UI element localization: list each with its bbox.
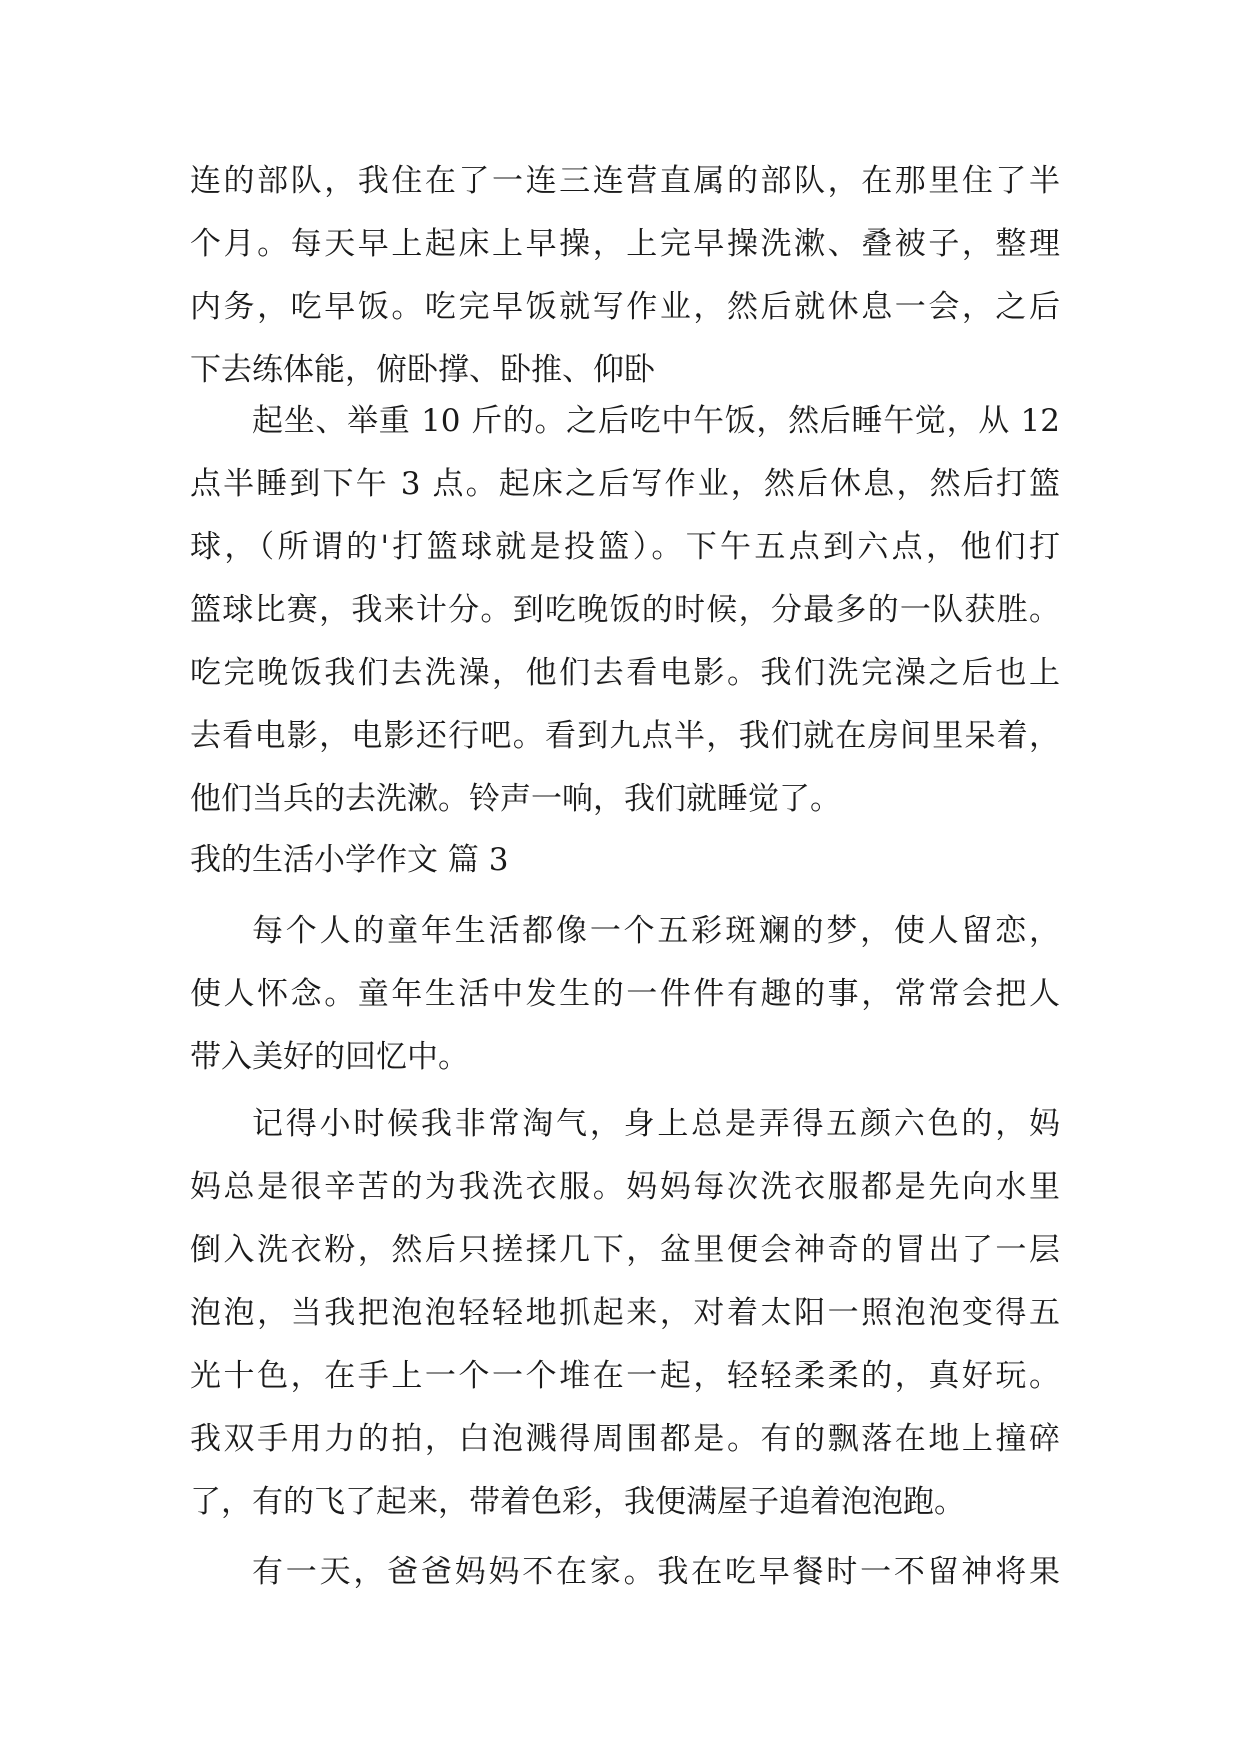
- text-line: 内务，吃早饭。吃完早饭就写作业，然后就休息一会，之后: [190, 289, 1060, 325]
- paragraph-daily-routine: [190, 390, 1060, 831]
- text-line: 篮球比赛，我来计分。到吃晚饭的时候，分最多的一队获胜。: [190, 592, 1060, 628]
- text-line: 吃完晚饭我们去洗澡，他们去看电影。我们洗完澡之后也上: [190, 655, 1060, 691]
- text-line: 倒入洗衣粉，然后只搓揉几下，盆里便会神奇的冒出了一层: [190, 1232, 1060, 1268]
- text-line: 我双手用力的拍，白泡溅得周围都是。有的飘落在地上撞碎: [190, 1421, 1060, 1457]
- text-line: 去看电影，电影还行吧。看到九点半，我们就在房间里呆着，: [190, 718, 1060, 754]
- paragraph-continued: [190, 150, 1060, 402]
- text-line: 点半睡到下午 3 点。起床之后写作业，然后休息，然后打篮: [190, 466, 1060, 502]
- text-line: 他们当兵的去洗漱。铃声一响，我们就睡觉了。: [190, 781, 841, 817]
- text-line: 连的部队，我住在了一连三连营直属的部队，在那里住了半: [190, 163, 1060, 199]
- text-line: 有一天，爸爸妈妈不在家。我在吃早餐时一不留神将果: [252, 1554, 1060, 1590]
- text-line: 泡泡，当我把泡泡轻轻地抓起来，对着太阳一照泡泡变得五: [190, 1295, 1060, 1331]
- paragraph-bubbles: [190, 1093, 1060, 1534]
- text-line: 起坐、举重 10 斤的。之后吃中午饭，然后睡午觉，从 12: [252, 403, 1060, 439]
- text-line: 妈总是很辛苦的为我洗衣服。妈妈每次洗衣服都是先向水里: [190, 1169, 1060, 1205]
- paragraph-one-day: [190, 1541, 1060, 1604]
- text-line: 带入美好的回忆中。: [190, 1039, 469, 1075]
- text-line: 使人怀念。童年生活中发生的一件件有趣的事，常常会把人: [190, 976, 1060, 1012]
- paragraph-intro: [190, 900, 1060, 1089]
- text-line: 下去练体能，俯卧撑、卧推、仰卧: [190, 352, 655, 388]
- text-line: 记得小时候我非常淘气，身上总是弄得五颜六色的，妈: [252, 1106, 1060, 1142]
- text-line: 了，有的飞了起来，带着色彩，我便满屋子追着泡泡跑。: [190, 1484, 965, 1520]
- text-line: 光十色，在手上一个一个堆在一起，轻轻柔柔的，真好玩。: [190, 1358, 1060, 1394]
- section-heading: 我的生活小学作文 篇 3: [190, 842, 509, 878]
- text-line: 球，（所谓的'打篮球就是投篮）。下午五点到六点，他们打: [190, 529, 1060, 565]
- text-line: 每个人的童年生活都像一个五彩斑斓的梦，使人留恋，: [252, 913, 1060, 949]
- text-line: 个月。每天早上起床上早操，上完早操洗漱、叠被子，整理: [190, 226, 1060, 262]
